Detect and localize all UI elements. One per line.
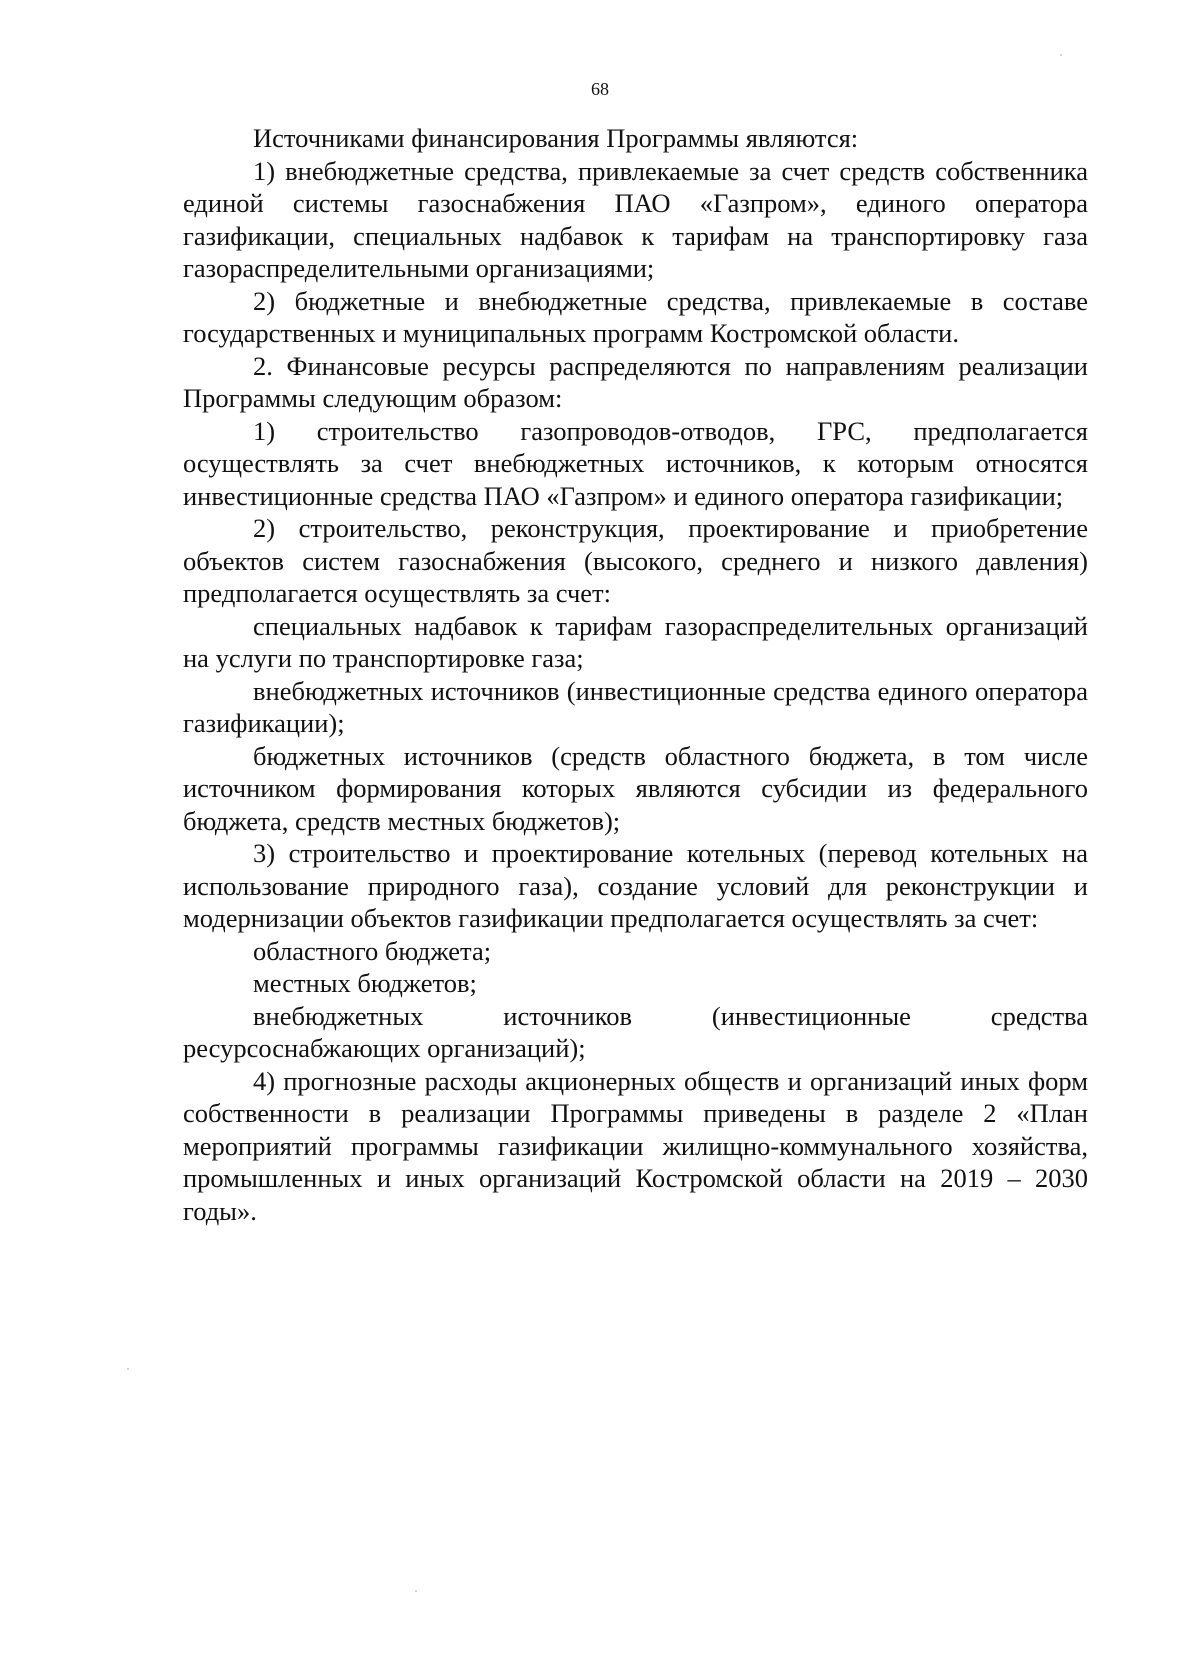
paragraph-direction-2-sub-2: внебюджетных источников (инвестиционные средства единого оператора газификации); — [183, 675, 1088, 738]
scan-speck — [1060, 54, 1062, 56]
paragraph-direction-3-sub-2: местных бюджетов; — [253, 968, 477, 998]
scan-speck — [127, 1368, 129, 1370]
paragraph-direction-4: 4) прогнозные расходы акционерных обществ и организаций иных форм собственности в реализации Программы приведены в разделе 2 «План мероприятий программы газификации жилищно-коммунального хозяйства, промышленных и иных организаций Костромской области на 2019 – 2030 годы». — [183, 1065, 1088, 1226]
paragraph-direction-2: 2) строительство, реконструкция, проектирование и приобретение объектов систем газоснабжения (высокого, среднего и низкого давления) предполагается осуществлять за счет: — [183, 513, 1088, 608]
paragraph-direction-3-sub-1: областного бюджета; — [253, 935, 492, 966]
paragraph-section-2: 2. Финансовые ресурсы распределяются по направлениям реализации Программы следующим образом: — [183, 350, 1088, 413]
paragraph-direction-1: 1) строительство газопроводов-отводов, ГРС, предполагается осуществлять за счет внебюджетных источников, к которым относятся инвестиционные средства ПАО «Газпром» и единого оператора газификации; — [183, 415, 1088, 511]
document-body — [183, 122, 1088, 1227]
page-number: 68 — [591, 79, 609, 99]
paragraph-direction-3-sub-3: внебюджетных источников (инвестиционные средства ресурсоснабжающих организаций); — [183, 1000, 1088, 1063]
paragraph-source-2: 2) бюджетные и внебюджетные средства, привлекаемые в составе государственных и муниципальных программ Костромской области. — [183, 285, 1088, 348]
paragraph-direction-2-sub-3: бюджетных источников (средств областного бюджета, в том числе источником формирования которых являются субсидии из федерального бюджета, средств местных бюджетов); — [183, 740, 1088, 836]
scan-speck — [415, 1590, 417, 1592]
paragraph-direction-2-sub-1: специальных надбавок к тарифам газораспределительных организаций на услуги по транспортировке газа; — [183, 610, 1088, 673]
paragraph-direction-3: 3) строительство и проектирование котельных (перевод котельных на использование природного газа), создание условий для реконструкции и модернизации объектов газификации предполагается осуществлять за счет: — [183, 838, 1088, 933]
paragraph-source-1: 1) внебюджетные средства, привлекаемые за счет средств собственника единой системы газоснабжения ПАО «Газпром», единого оператора газификации, специальных надбавок к тарифам на транспортировку газа газораспределительными организациями; — [183, 155, 1088, 283]
paragraph-intro: Источниками финансирования Программы являются: — [253, 123, 859, 153]
